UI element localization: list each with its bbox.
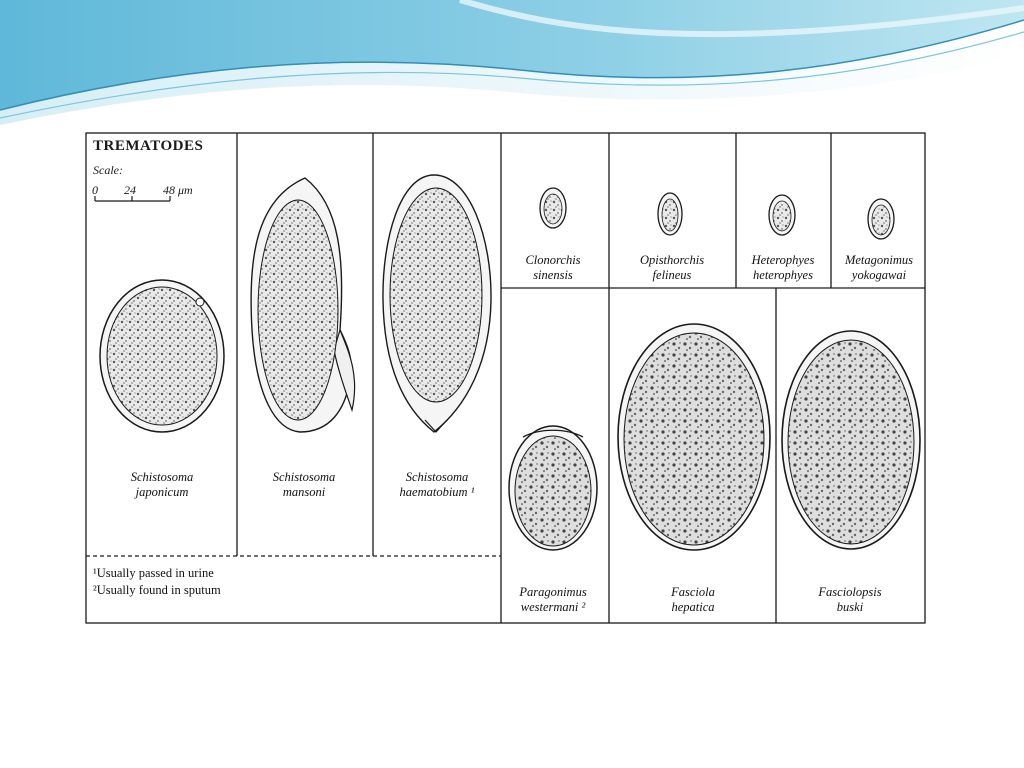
egg-metagonimus-yokogawai	[868, 199, 894, 239]
label-schistosoma-mansoni	[273, 470, 336, 500]
label-line2: sinensis	[533, 268, 573, 282]
scale-tick-24: 24	[124, 183, 136, 197]
label-line2: japonicum	[135, 485, 189, 499]
label-line1: Clonorchis	[525, 253, 581, 267]
label-line1: Schistosoma	[130, 470, 194, 484]
egg-schistosoma-mansoni	[251, 178, 355, 432]
footnote-urine: ¹Usually passed in urine	[93, 566, 214, 580]
figure-title: TREMATODES	[93, 138, 204, 154]
scale-tick-48: 48 μm	[163, 183, 193, 197]
label-line2: yokogawai	[851, 268, 907, 282]
label-line1: Schistosoma	[272, 470, 336, 484]
label-fasciola-hepatica	[671, 585, 715, 615]
label-line1: Fasciolopsis	[818, 585, 882, 599]
scale-label: Scale:	[93, 163, 123, 177]
label-line2: westermani ²	[520, 600, 586, 614]
label-schistosoma-haematobium	[400, 470, 475, 500]
label-heterophyes-heterophyes	[752, 253, 815, 283]
label-schistosoma-japonicum	[131, 470, 194, 500]
egg-opisthorchis-felineus	[658, 193, 682, 235]
label-line1: Paragonimus	[519, 585, 587, 599]
egg-paragonimus-westermani	[509, 426, 597, 550]
egg-fasciolopsis-buski	[782, 331, 920, 549]
label-line1: Metagonimus	[844, 253, 914, 267]
label-paragonimus-westermani	[519, 585, 586, 615]
label-opisthorchis-felineus	[640, 253, 704, 283]
egg-clonorchis-sinensis	[540, 188, 566, 228]
label-line2: mansoni	[282, 485, 326, 499]
label-line2: heterophyes	[753, 268, 813, 282]
label-line2: hepatica	[671, 600, 715, 614]
scale-tick-0: 0	[92, 183, 98, 197]
label-line1: Opisthorchis	[639, 253, 705, 267]
label-line2: haematobium ¹	[399, 485, 475, 499]
egg-fasciola-hepatica	[618, 324, 770, 550]
egg-heterophyes-heterophyes	[769, 195, 795, 235]
egg-schistosoma-japonicum	[100, 280, 224, 432]
footnote-sputum: ²Usually found in sputum	[93, 583, 221, 597]
label-line1: Heterophyes	[751, 253, 815, 267]
egg-schistosoma-haematobium	[383, 175, 491, 432]
label-clonorchis-sinensis	[525, 253, 580, 283]
label-line2: buski	[836, 600, 864, 614]
label-line1: Schistosoma	[405, 470, 469, 484]
label-metagonimus-yokogawai	[845, 253, 913, 283]
label-line2: felineus	[652, 268, 692, 282]
label-line1: Fasciola	[671, 585, 715, 599]
label-fasciolopsis-buski	[818, 585, 881, 615]
